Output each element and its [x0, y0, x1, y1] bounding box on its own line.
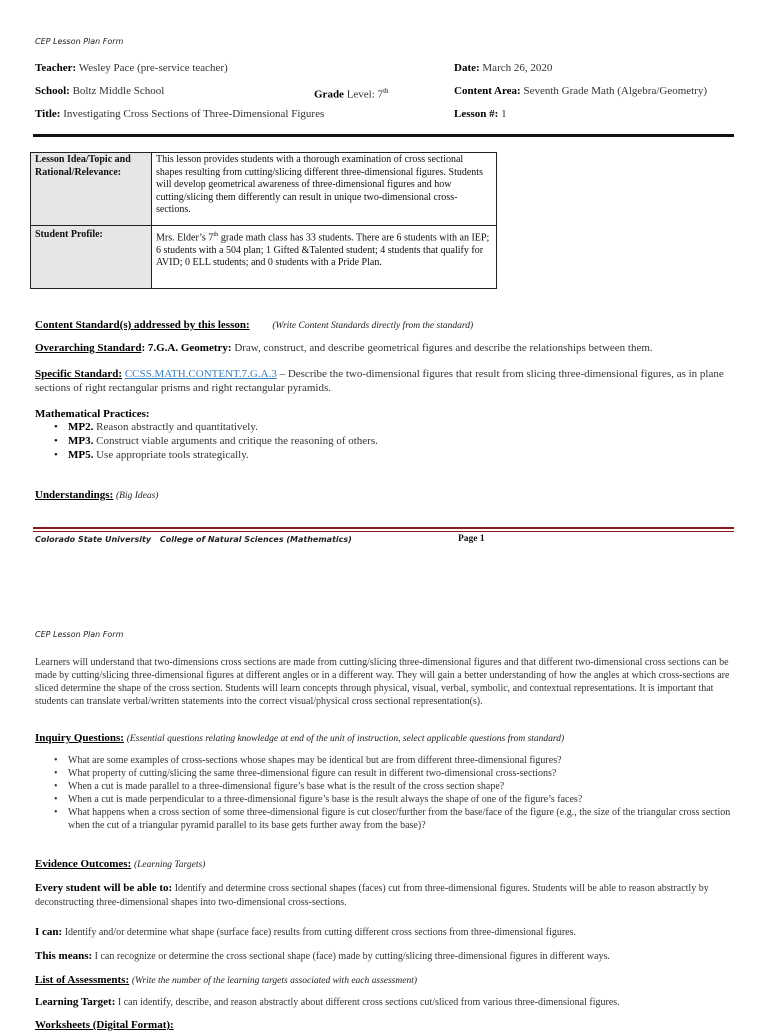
list-item: • When a cut is made perpendicular to a three-dimensional figure’s base is the result always the shape of one of the figure’s faces? — [52, 793, 734, 806]
evidence-line — [35, 857, 205, 872]
date-value: March 26, 2020 — [482, 62, 553, 74]
list-item: • What are some examples of cross-sections whose shapes may be identical but are from different three-dimensional figures? — [52, 754, 734, 767]
title-line — [35, 107, 324, 121]
footer-divider-thin — [33, 531, 734, 532]
learning-target-text: I can identify, describe, and reason abstractly about different cross sections cut/sliced from various three-dimensional figures. — [115, 997, 620, 1008]
understandings-line — [35, 488, 158, 503]
inquiry-note: (Essential questions relating knowledge at end of the unit of instruction, select applicable questions from standard) — [126, 734, 565, 744]
list-item: • MP5. Use appropriate tools strategically. — [52, 448, 652, 462]
list-item: • MP3. Construct viable arguments and critique the reasoning of others. — [52, 434, 652, 448]
content-area-value: Seventh Grade Math (Algebra/Geometry) — [523, 85, 708, 97]
title-label: Title: — [35, 108, 61, 120]
header-divider — [33, 134, 734, 137]
list-item: • MP2. Reason abstractly and quantitatively. — [52, 420, 652, 434]
math-practices-label: Mathematical Practices: — [35, 408, 150, 420]
teacher-value: Wesley Pace (pre-service teacher) — [78, 62, 228, 74]
grade-label: Grade — [314, 88, 344, 101]
date-label: Date: — [454, 62, 480, 74]
grade-value: Level: 7 — [346, 88, 384, 101]
list-item: • What happens when a cross section of some three-dimensional figure is cut closer/further from the base/face of the figure (e.g., the size of the triangular cross section when the cut of a triangular pyramid parallel to its base gets further away from the base)? — [52, 806, 734, 832]
math-practices-list — [52, 420, 652, 462]
table-row — [31, 153, 497, 226]
list-item: • When a cut is made parallel to a three-dimensional figure’s base what is the result of the cross section shape? — [52, 780, 734, 793]
assessments-line — [35, 973, 417, 988]
worksheets-line — [35, 1018, 174, 1032]
this-means-text: I can recognize or determine the cross sectional shape (face) made by cutting/slicing three-dimensional figures in different ways. — [92, 951, 610, 962]
grade-line — [314, 84, 389, 102]
content-standards-note: (Write Content Standards directly from the standard) — [272, 321, 474, 331]
evidence-label: Evidence Outcomes: — [35, 858, 132, 870]
specific-standard — [35, 367, 735, 395]
school-label: School: — [35, 85, 70, 97]
i-can — [35, 926, 735, 939]
lesson-number-value: 1 — [501, 108, 507, 120]
inquiry-line — [35, 731, 564, 746]
learning-target — [35, 996, 735, 1009]
every-student — [35, 881, 735, 910]
row-text-profile — [152, 226, 497, 289]
form-header-page2: CEP Lesson Plan Form — [35, 630, 124, 639]
worksheets-label: Worksheets (Digital Format): — [35, 1019, 174, 1031]
row-text-topic: This lesson provides students with a thorough examination of cross sectional shapes resulting from cutting/slicing different three-dimensional figures. Students will develop geometrical awareness of three-dimensional figures and how cutting/slicing them differently can result in unique two-dimensional cross-sections. — [152, 153, 497, 226]
overarching-standard — [35, 341, 735, 355]
content-standards-line — [35, 318, 473, 333]
row-label-profile: Student Profile: — [31, 226, 152, 289]
teacher-line — [35, 61, 228, 75]
understandings-label: Understandings: — [35, 489, 114, 501]
assessments-label: List of Assessments: — [35, 974, 130, 986]
content-area-line — [454, 84, 707, 98]
standard-link[interactable]: CCSS.MATH.CONTENT.7.G.A.3 — [124, 368, 277, 380]
grade-sup: th — [383, 87, 389, 95]
page-number: Page 1 — [458, 534, 485, 544]
this-means-label: This means: — [35, 950, 93, 962]
overarching-code: : 7.G.A. Geometry: — [141, 342, 232, 354]
profile-sup: th — [213, 231, 219, 238]
lesson-info-table — [30, 152, 497, 289]
specific-text: – Describe the two-dimensional figures that result from slicing three-dimensional figures, as in plane sections of right rectangular prisms and right rectangular pyramids. — [35, 368, 724, 394]
school-line — [35, 84, 164, 98]
this-means — [35, 950, 735, 963]
list-item: • What property of cutting/slicing the same three-dimensional figure can result in different two-dimensional cross-sections? — [52, 767, 734, 780]
form-header: CEP Lesson Plan Form — [35, 37, 124, 46]
i-can-label: I can: — [35, 926, 63, 938]
evidence-note: (Learning Targets) — [133, 860, 206, 870]
i-can-text: Identify and/or determine what shape (surface face) results from cutting different cross sections from three-dimensional figures. — [62, 927, 577, 938]
row-label-topic: Lesson Idea/Topic and Rational/Relevance: — [31, 153, 152, 226]
specific-label: Specific Standard: — [35, 368, 123, 380]
footer-university: Colorado State University College of Natural Sciences (Mathematics) — [35, 535, 352, 544]
overarching-label: Overarching Standard — [35, 342, 142, 354]
footer-divider — [33, 527, 734, 529]
lesson-number-label: Lesson #: — [454, 108, 499, 120]
date-line — [454, 61, 552, 75]
content-area-label: Content Area: — [454, 85, 521, 97]
every-student-label: Every student will be able to: — [35, 882, 173, 894]
inquiry-list — [52, 754, 734, 832]
understandings-note: (Big Ideas) — [116, 491, 159, 501]
every-student-text: Identify and determine cross sectional shapes (faces) cut from three-dimensional figures. Students will be able to reason abstractly by deconstructing three-dimensional shapes into two-dimensional cross-sections. — [35, 883, 709, 908]
title-value: Investigating Cross Sections of Three-Dimensional Figures — [63, 108, 325, 120]
overarching-text: Draw, construct, and describe geometrical figures and describe the relationships between them. — [231, 342, 653, 354]
inquiry-label: Inquiry Questions: — [35, 732, 124, 744]
assessments-note: (Write the number of the learning targets associated with each assessment) — [131, 976, 418, 986]
learning-target-label: Learning Target: — [35, 996, 116, 1008]
lesson-number-line — [454, 107, 507, 121]
profile-text-a: Mrs. Elder’s 7 — [156, 232, 214, 244]
school-value: Boltz Middle School — [72, 85, 165, 97]
content-standards-label: Content Standard(s) addressed by this lesson: — [35, 319, 250, 331]
profile-text-b: grade math class has 33 students. There are 6 students with an IEP; 6 students with a 504 plan; 1 Gifted &Talented student; 4 students that qualify for AVID; 0 ELL students; and 0 students with a Pride Plan. — [156, 232, 490, 269]
table-row — [31, 226, 497, 289]
teacher-label: Teacher: — [35, 62, 77, 74]
learners-paragraph: Learners will understand that two-dimensions cross sections are made from cutting/slicing three-dimensional figures and that different two-dimensional cross sections can be made by cutting/slicing three-dimensional figures at different angles or in a different way. They will gain a better understanding of how the angles at which cross-sections are sliced determine the shape of the cross section. Students will learn concepts through physical, visual, verbal, symbolic, and contextual representations. It is important that students can translate verbal/written statements into the correct visual/physical cross sectional representation(s). — [35, 657, 730, 707]
